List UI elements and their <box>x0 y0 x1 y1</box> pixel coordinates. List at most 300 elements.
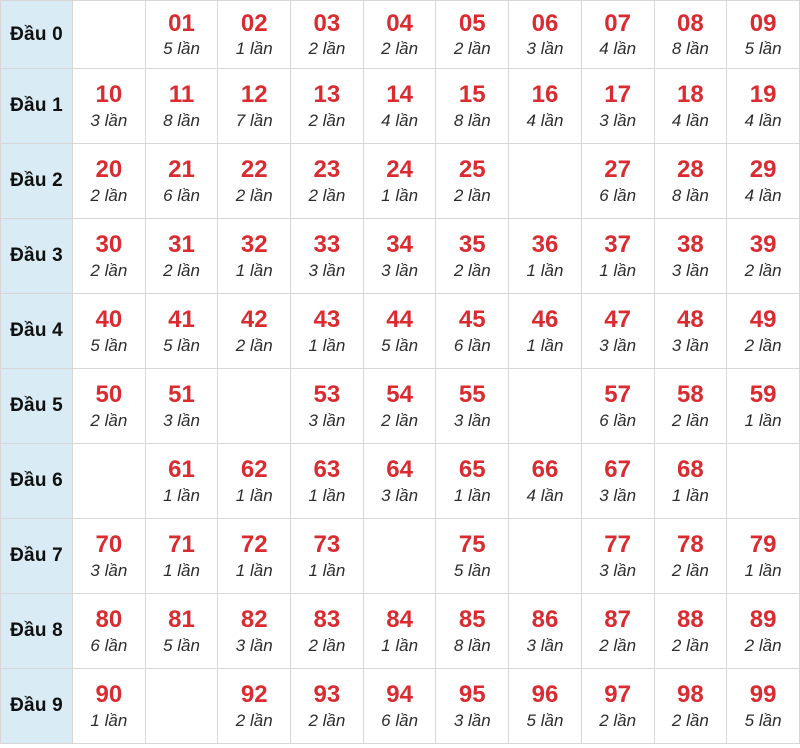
count-label: 2 lần <box>235 335 273 355</box>
stat-cell-17 <box>581 69 654 144</box>
number-label: 28 <box>676 156 704 184</box>
table-row <box>1 444 800 519</box>
number-label: 23 <box>313 156 341 184</box>
stat-cell-55 <box>436 369 509 444</box>
stat-cell-08 <box>654 1 727 69</box>
row-header-label: Đầu 9 <box>1 669 73 744</box>
count-label: 1 lần <box>526 335 564 355</box>
number-label: 98 <box>676 681 704 709</box>
number-label: 51 <box>168 381 195 409</box>
count-label: 3 lần <box>599 560 637 580</box>
count-label: 5 lần <box>163 39 200 59</box>
number-label: 33 <box>313 231 341 259</box>
number-label: 63 <box>313 456 341 484</box>
number-label: 21 <box>168 156 195 184</box>
stat-cell-53 <box>291 369 364 444</box>
stat-cell-05 <box>436 1 509 69</box>
stat-cell-38 <box>654 219 727 294</box>
stat-cell-39 <box>727 219 800 294</box>
number-label: 36 <box>531 231 559 259</box>
number-label: 13 <box>313 81 341 109</box>
count-label: 4 lần <box>671 110 709 130</box>
number-label: 30 <box>95 231 123 259</box>
number-label: 15 <box>458 81 486 109</box>
stat-cell-29 <box>727 144 800 219</box>
table-row <box>1 294 800 369</box>
count-label: 8 lần <box>163 110 200 130</box>
stat-cell-50 <box>73 369 146 444</box>
number-label: 68 <box>676 456 704 484</box>
count-label: 8 lần <box>671 185 709 205</box>
stat-cell-57 <box>581 369 654 444</box>
stat-cell-86 <box>509 594 582 669</box>
stat-cell-90 <box>73 669 146 744</box>
table-row <box>1 144 800 219</box>
count-label: 1 lần <box>235 260 273 280</box>
number-label: 49 <box>749 306 777 334</box>
stat-cell-79 <box>727 519 800 594</box>
number-label: 01 <box>168 9 195 37</box>
stat-cell-99 <box>727 669 800 744</box>
count-label: 4 lần <box>744 110 782 130</box>
stat-cell-22 <box>218 144 291 219</box>
count-label: 1 lần <box>526 260 564 280</box>
count-label: 6 lần <box>599 410 637 430</box>
row-header-label: Đầu 4 <box>1 294 73 369</box>
number-label: 08 <box>676 9 704 37</box>
number-label: 31 <box>168 231 195 259</box>
stat-cell-42 <box>218 294 291 369</box>
count-label: 3 lần <box>90 110 128 130</box>
number-label: 94 <box>386 681 413 709</box>
stat-cell-97 <box>581 669 654 744</box>
number-label: 83 <box>313 606 341 634</box>
count-label: 3 lần <box>308 410 346 430</box>
stat-cell-27 <box>581 144 654 219</box>
stat-cell-25 <box>436 144 509 219</box>
count-label: 5 lần <box>381 335 419 355</box>
number-label: 41 <box>168 306 195 334</box>
number-label: 19 <box>749 81 777 109</box>
count-label: 5 lần <box>90 335 128 355</box>
row-header-label: Đầu 6 <box>1 444 73 519</box>
number-label: 89 <box>749 606 777 634</box>
count-label: 6 lần <box>163 185 200 205</box>
stat-cell-73 <box>291 519 364 594</box>
count-label: 2 lần <box>671 635 709 655</box>
number-label: 67 <box>604 456 631 484</box>
count-label: 1 lần <box>308 485 346 505</box>
stat-cell-15 <box>436 69 509 144</box>
stat-cell-19 <box>727 69 800 144</box>
stat-cell-33 <box>291 219 364 294</box>
number-label: 95 <box>458 681 486 709</box>
row-header-label: Đầu 0 <box>1 1 73 69</box>
stat-cell-49 <box>727 294 800 369</box>
stat-cell-81 <box>145 594 218 669</box>
stat-cell-71 <box>145 519 218 594</box>
count-label: 1 lần <box>381 185 419 205</box>
stat-cell-48 <box>654 294 727 369</box>
stat-cell-07 <box>581 1 654 69</box>
empty-cell <box>73 1 146 69</box>
number-label: 27 <box>604 156 631 184</box>
count-label: 3 lần <box>308 260 346 280</box>
stat-cell-32 <box>218 219 291 294</box>
count-label: 5 lần <box>744 39 782 59</box>
stat-cell-62 <box>218 444 291 519</box>
number-label: 02 <box>240 9 268 37</box>
stat-cell-83 <box>291 594 364 669</box>
stat-cell-61 <box>145 444 218 519</box>
empty-cell <box>509 369 582 444</box>
stat-cell-47 <box>581 294 654 369</box>
number-label: 59 <box>749 381 777 409</box>
stat-cell-34 <box>363 219 436 294</box>
stat-cell-11 <box>145 69 218 144</box>
number-label: 79 <box>749 531 777 559</box>
number-label: 32 <box>240 231 268 259</box>
count-label: 1 lần <box>163 485 200 505</box>
stat-cell-06 <box>509 1 582 69</box>
stat-cell-72 <box>218 519 291 594</box>
count-label: 2 lần <box>744 335 782 355</box>
count-label: 2 lần <box>453 185 491 205</box>
count-label: 2 lần <box>671 710 709 730</box>
count-label: 2 lần <box>163 260 200 280</box>
number-label: 22 <box>240 156 268 184</box>
stat-cell-37 <box>581 219 654 294</box>
stat-cell-41 <box>145 294 218 369</box>
count-label: 5 lần <box>163 635 200 655</box>
number-label: 48 <box>676 306 704 334</box>
count-label: 6 lần <box>453 335 491 355</box>
number-label: 88 <box>676 606 704 634</box>
number-label: 34 <box>386 231 413 259</box>
stat-cell-63 <box>291 444 364 519</box>
count-label: 1 lần <box>90 710 128 730</box>
count-label: 3 lần <box>671 335 709 355</box>
count-label: 2 lần <box>453 260 491 280</box>
count-label: 1 lần <box>163 560 200 580</box>
count-label: 3 lần <box>526 39 564 59</box>
number-label: 71 <box>168 531 195 559</box>
number-label: 58 <box>676 381 704 409</box>
stat-cell-88 <box>654 594 727 669</box>
stat-cell-35 <box>436 219 509 294</box>
number-label: 40 <box>95 306 123 334</box>
count-label: 2 lần <box>235 710 273 730</box>
number-label: 04 <box>386 9 413 37</box>
count-label: 3 lần <box>599 485 637 505</box>
count-label: 2 lần <box>453 39 491 59</box>
count-label: 2 lần <box>308 39 346 59</box>
stat-cell-68 <box>654 444 727 519</box>
stat-cell-98 <box>654 669 727 744</box>
stat-cell-40 <box>73 294 146 369</box>
count-label: 3 lần <box>381 485 419 505</box>
number-label: 47 <box>604 306 631 334</box>
table-row <box>1 69 800 144</box>
table-body <box>1 1 800 744</box>
row-header-label: Đầu 3 <box>1 219 73 294</box>
number-label: 16 <box>531 81 559 109</box>
stat-cell-46 <box>509 294 582 369</box>
stat-cell-12 <box>218 69 291 144</box>
number-label: 84 <box>386 606 413 634</box>
count-label: 3 lần <box>381 260 419 280</box>
count-label: 4 lần <box>599 39 637 59</box>
stat-cell-14 <box>363 69 436 144</box>
count-label: 2 lần <box>744 635 782 655</box>
stat-cell-64 <box>363 444 436 519</box>
count-label: 3 lần <box>453 710 491 730</box>
count-label: 2 lần <box>381 410 419 430</box>
count-label: 3 lần <box>163 410 200 430</box>
stat-cell-75 <box>436 519 509 594</box>
stat-cell-70 <box>73 519 146 594</box>
number-label: 97 <box>604 681 631 709</box>
number-label: 81 <box>168 606 195 634</box>
count-label: 2 lần <box>599 635 637 655</box>
empty-cell <box>73 444 146 519</box>
count-label: 3 lần <box>235 635 273 655</box>
row-header-label: Đầu 7 <box>1 519 73 594</box>
number-label: 75 <box>458 531 486 559</box>
table-row <box>1 594 800 669</box>
count-label: 6 lần <box>599 185 637 205</box>
stat-cell-51 <box>145 369 218 444</box>
count-label: 3 lần <box>671 260 709 280</box>
table-row <box>1 219 800 294</box>
count-label: 2 lần <box>599 710 637 730</box>
count-label: 1 lần <box>599 260 637 280</box>
number-label: 38 <box>676 231 704 259</box>
number-label: 86 <box>531 606 559 634</box>
stat-cell-20 <box>73 144 146 219</box>
number-label: 64 <box>386 456 413 484</box>
number-label: 78 <box>676 531 704 559</box>
number-label: 24 <box>386 156 413 184</box>
number-label: 17 <box>604 81 631 109</box>
count-label: 2 lần <box>308 635 346 655</box>
count-label: 3 lần <box>599 335 637 355</box>
number-label: 06 <box>531 9 559 37</box>
count-label: 2 lần <box>308 710 346 730</box>
count-label: 1 lần <box>744 560 782 580</box>
number-label: 85 <box>458 606 486 634</box>
number-label: 29 <box>749 156 777 184</box>
stat-cell-54 <box>363 369 436 444</box>
count-label: 1 lần <box>453 485 491 505</box>
count-label: 2 lần <box>381 39 419 59</box>
stat-cell-89 <box>727 594 800 669</box>
stat-cell-09 <box>727 1 800 69</box>
count-label: 4 lần <box>744 185 782 205</box>
stat-cell-30 <box>73 219 146 294</box>
number-label: 10 <box>95 81 123 109</box>
stat-cell-65 <box>436 444 509 519</box>
count-label: 2 lần <box>671 560 709 580</box>
count-label: 1 lần <box>235 485 273 505</box>
count-label: 5 lần <box>526 710 564 730</box>
stat-cell-44 <box>363 294 436 369</box>
row-header-label: Đầu 1 <box>1 69 73 144</box>
stat-cell-36 <box>509 219 582 294</box>
number-label: 37 <box>604 231 631 259</box>
count-label: 1 lần <box>235 39 273 59</box>
count-label: 3 lần <box>599 110 637 130</box>
count-label: 5 lần <box>453 560 491 580</box>
number-label: 44 <box>386 306 413 334</box>
stat-cell-58 <box>654 369 727 444</box>
stat-cell-43 <box>291 294 364 369</box>
row-header-label: Đầu 5 <box>1 369 73 444</box>
stat-cell-87 <box>581 594 654 669</box>
table-row <box>1 519 800 594</box>
count-label: 4 lần <box>526 485 564 505</box>
count-label: 7 lần <box>235 110 273 130</box>
count-label: 2 lần <box>90 185 128 205</box>
stat-cell-94 <box>363 669 436 744</box>
count-label: 2 lần <box>308 185 346 205</box>
count-label: 8 lần <box>453 635 491 655</box>
number-label: 93 <box>313 681 341 709</box>
stat-cell-18 <box>654 69 727 144</box>
stat-cell-31 <box>145 219 218 294</box>
number-label: 80 <box>95 606 123 634</box>
stat-cell-10 <box>73 69 146 144</box>
stat-cell-01 <box>145 1 218 69</box>
number-label: 11 <box>168 81 195 109</box>
empty-cell <box>145 669 218 744</box>
number-label: 87 <box>604 606 631 634</box>
number-label: 05 <box>458 9 486 37</box>
count-label: 5 lần <box>163 335 200 355</box>
stat-cell-24 <box>363 144 436 219</box>
number-label: 53 <box>313 381 341 409</box>
empty-cell <box>509 144 582 219</box>
stat-cell-85 <box>436 594 509 669</box>
number-label: 99 <box>749 681 777 709</box>
number-label: 42 <box>240 306 268 334</box>
stat-cell-45 <box>436 294 509 369</box>
row-header-label: Đầu 8 <box>1 594 73 669</box>
stat-cell-93 <box>291 669 364 744</box>
table-row <box>1 1 800 69</box>
count-label: 2 lần <box>671 410 709 430</box>
count-label: 3 lần <box>526 635 564 655</box>
count-label: 1 lần <box>744 410 782 430</box>
number-label: 55 <box>458 381 486 409</box>
count-label: 1 lần <box>308 335 346 355</box>
number-label: 18 <box>676 81 704 109</box>
stat-cell-28 <box>654 144 727 219</box>
count-label: 3 lần <box>453 410 491 430</box>
stat-cell-84 <box>363 594 436 669</box>
number-label: 57 <box>604 381 631 409</box>
number-label: 20 <box>95 156 123 184</box>
count-label: 2 lần <box>90 410 128 430</box>
stat-cell-78 <box>654 519 727 594</box>
stat-cell-96 <box>509 669 582 744</box>
count-label: 2 lần <box>744 260 782 280</box>
count-label: 8 lần <box>671 39 709 59</box>
empty-cell <box>363 519 436 594</box>
count-label: 4 lần <box>381 110 419 130</box>
number-label: 70 <box>95 531 123 559</box>
stat-cell-77 <box>581 519 654 594</box>
number-label: 90 <box>95 681 123 709</box>
number-label: 73 <box>313 531 341 559</box>
stat-cell-67 <box>581 444 654 519</box>
count-label: 2 lần <box>90 260 128 280</box>
count-label: 2 lần <box>235 185 273 205</box>
number-label: 66 <box>531 456 559 484</box>
count-label: 1 lần <box>381 635 419 655</box>
number-label: 82 <box>240 606 268 634</box>
number-label: 07 <box>604 9 631 37</box>
stat-cell-82 <box>218 594 291 669</box>
number-label: 96 <box>531 681 559 709</box>
count-label: 1 lần <box>671 485 709 505</box>
count-label: 8 lần <box>453 110 491 130</box>
number-label: 92 <box>240 681 268 709</box>
table-row <box>1 369 800 444</box>
number-label: 25 <box>458 156 486 184</box>
stat-cell-92 <box>218 669 291 744</box>
empty-cell <box>509 519 582 594</box>
number-label: 35 <box>458 231 486 259</box>
number-label: 39 <box>749 231 777 259</box>
number-label: 45 <box>458 306 486 334</box>
count-label: 6 lần <box>381 710 419 730</box>
count-label: 4 lần <box>526 110 564 130</box>
stat-cell-13 <box>291 69 364 144</box>
count-label: 3 lần <box>90 560 128 580</box>
number-label: 72 <box>240 531 268 559</box>
number-label: 14 <box>386 81 413 109</box>
stat-cell-23 <box>291 144 364 219</box>
count-label: 1 lần <box>235 560 273 580</box>
number-label: 50 <box>95 381 123 409</box>
count-label: 2 lần <box>308 110 346 130</box>
number-label: 09 <box>749 9 777 37</box>
count-label: 5 lần <box>744 710 782 730</box>
number-label: 62 <box>240 456 268 484</box>
stat-cell-16 <box>509 69 582 144</box>
stat-cell-59 <box>727 369 800 444</box>
stat-cell-04 <box>363 1 436 69</box>
number-label: 46 <box>531 306 559 334</box>
table-row <box>1 669 800 744</box>
row-header-label: Đầu 2 <box>1 144 73 219</box>
stat-cell-95 <box>436 669 509 744</box>
empty-cell <box>218 369 291 444</box>
number-label: 54 <box>386 381 413 409</box>
stat-cell-02 <box>218 1 291 69</box>
number-label: 65 <box>458 456 486 484</box>
stat-cell-03 <box>291 1 364 69</box>
empty-cell <box>727 444 800 519</box>
stat-cell-21 <box>145 144 218 219</box>
number-label: 61 <box>168 456 195 484</box>
number-label: 12 <box>240 81 268 109</box>
stat-cell-66 <box>509 444 582 519</box>
stat-cell-80 <box>73 594 146 669</box>
count-label: 6 lần <box>90 635 128 655</box>
number-label: 43 <box>313 306 341 334</box>
